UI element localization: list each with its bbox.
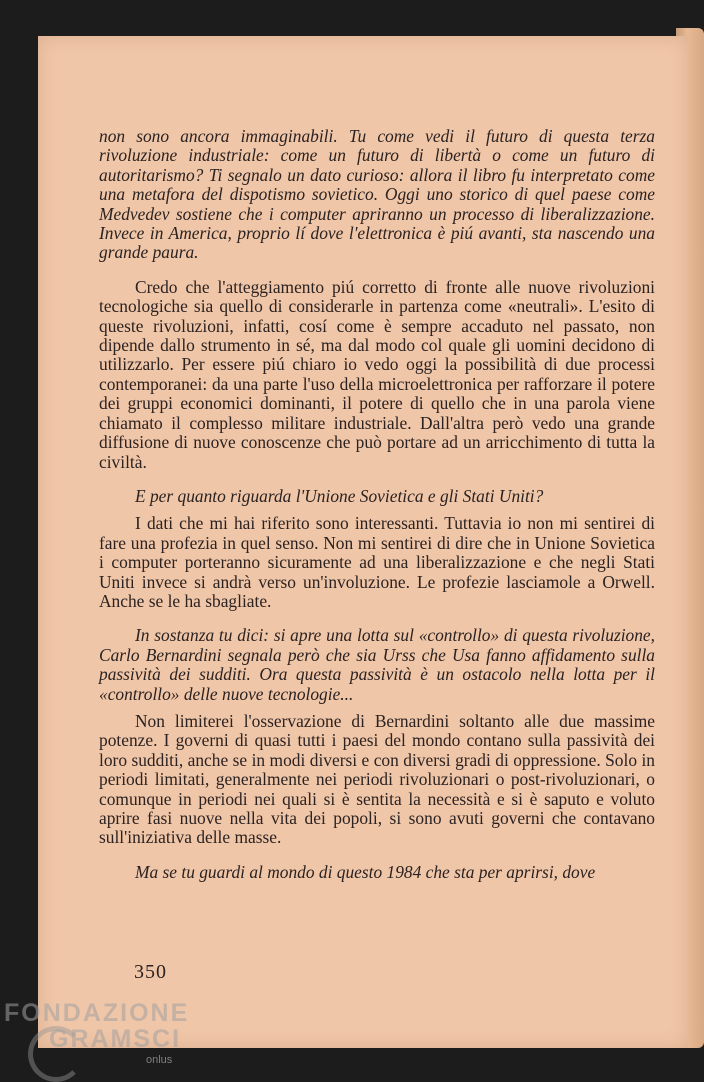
watermark-line-2: GRAMSCI — [49, 1025, 182, 1053]
paragraph-answer: I dati che mi hai riferito sono interessanti. Tuttavia io non mi sentirei di fare una profezia in quel senso. Non mi sentirei di dire che in Unione Sovietica i computer porteranno sicuramente ad una liberalizzazione e che negli Stati Uniti invece si andrà verso un'involuzione. Le profezie lasciamole a Orwell. Anche se le ha sbagliate. — [99, 513, 655, 611]
page-number: 350 — [134, 961, 167, 983]
paragraph-question: E per quanto riguarda l'Unione Sovietica e gli Stati Uniti? — [135, 485, 544, 506]
watermark-sub: onlus — [146, 1054, 173, 1066]
page-text — [99, 127, 655, 882]
paragraph-answer: Credo che l'atteggiamento piú corretto di fronte alle nuove rivoluzioni tecnologiche sia quello di considerarle in partenza come «neutrali». L'esito di queste rivoluzioni, infatti, cosí come è sempre accaduto nel passato, non dipende dallo strumento in sé, ma dal modo col quale gli uomini decidono di utilizzarlo. Per essere piú chiaro io vedo oggi la possibilità di due processi contemporanei: da una parte l'uso della microelettronica per rafforzare il potere dei gruppi economici dominanti, il potere di quello che in una parola viene chiamato il complesso militare industriale. Dall'altra però vedo una grande diffusione di nuove conoscenze che può portare ad un arricchimento di tutta la civiltà. — [99, 276, 655, 472]
paragraph-question: In sostanza tu dici: si apre una lotta sul «controllo» di questa rivoluzione, Carlo Bernardini segnala però che sia Urss che Usa fanno affidamento sulla passività dei sudditi. Ora questa passività è un ostacolo nella lotta per il «controllo» delle nuove tecnologie... — [99, 625, 655, 704]
paragraph-answer: Non limiterei l'osservazione di Bernardini soltanto alle due massime potenze. I governi di quasi tutti i paesi del mondo contano sulla passività dei loro sudditi, anche se in modi diversi e con diversi gradi di oppressione. Solo in periodi limitati, generalmente nei periodi rivoluzionari o post-rivoluzionari, o comunque in periodi nei quali si è sentita la necessità e si è saputo e voluto aprire fasi nuove nella vita dei popoli, si sono avuti governi che contavano sull'iniziativa delle masse. — [99, 710, 655, 848]
paragraph-question-continued: non sono ancora immaginabili. Tu come vedi il futuro di questa terza rivoluzione industriale: come un futuro di libertà o come un futuro di autoritarismo? Ti segnalo un dato curioso: allora il libro fu interpretato come una metafora del dispotismo sovietico. Oggi uno storico di quel paese come Medvedev sostiene che i computer apriranno un processo di liberalizzazione. Invece in America, proprio lí dove l'elettronica è piú avanti, sta nascendo una grande paura. — [99, 126, 655, 263]
watermark-line-1: FONDAZIONE — [4, 999, 190, 1027]
paragraph-question: Ma se tu guardi al mondo di questo 1984 che sta per aprirsi, dove — [135, 861, 596, 882]
watermark — [4, 1000, 189, 1052]
